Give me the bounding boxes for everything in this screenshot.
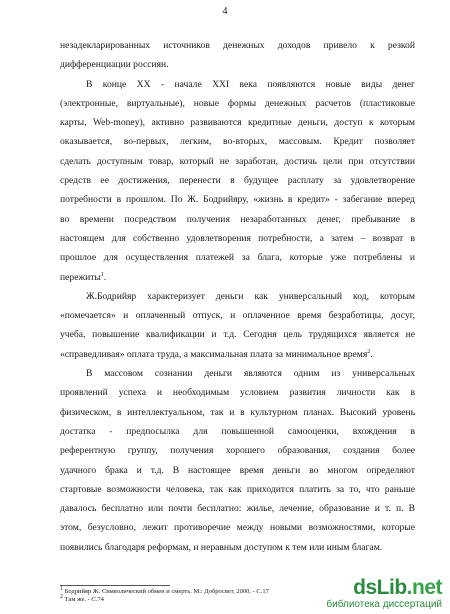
text-line	[60, 229, 415, 248]
text-line	[60, 383, 415, 402]
text-line-content: дифференциации россиян.	[60, 59, 169, 71]
text-line	[60, 306, 415, 325]
text-line-content: оказывается, во-первых, легким, во-вторых, массовым. Кредит позволяет	[60, 136, 415, 148]
text-line-content: прошлое для осуществления платежей за блага, которые уже потреблены и	[60, 252, 415, 264]
text-line	[60, 422, 415, 441]
footnote-mark: 1	[60, 585, 63, 592]
text-line-content: Ж.Бодрийяр характеризует деньги как универсальный код, которым	[86, 290, 415, 302]
watermark-logo-main: dsLib	[353, 576, 407, 599]
text-line	[60, 113, 415, 132]
text-line	[60, 55, 415, 74]
body-text	[60, 36, 415, 557]
text-line-content: пережиты	[60, 271, 101, 283]
text-line-content: сделать доступным товар, который не заработан, достичь цели при отсутствии	[60, 155, 415, 167]
text-line-content: физическом, в интеллектуальном, так и в культурном планах. Высокий уровень	[60, 406, 415, 418]
text-line-tail: .	[103, 271, 107, 283]
text-line	[60, 36, 415, 55]
text-line-content: средств ее достижения, перенести в будущее расплату за удовлетворение	[60, 175, 415, 187]
text-line	[60, 480, 415, 499]
text-line	[60, 132, 415, 151]
text-line-content: «помечается» и оплаченный отпуск, и оплаченное время безработицы, досуг,	[60, 310, 415, 322]
text-line	[60, 345, 415, 364]
watermark-logo-suffix: .net	[406, 576, 442, 599]
text-line-content: «справедливая» оплата труда, а максимальная плата за минимальное время	[60, 348, 368, 360]
text-line	[60, 94, 415, 113]
text-line-tail: .	[370, 348, 373, 360]
text-line-content: настоящем для собственно удовлетворения потребности, а затем – возврат в	[60, 232, 415, 244]
watermark-logo	[292, 577, 442, 599]
text-line	[60, 248, 415, 267]
footnote-text: Бодрийяр Ж. Символический обмен и смерть. М.: Добросвет, 2000. - С.17	[63, 588, 269, 595]
text-line	[60, 364, 415, 383]
watermark-tagline: библиотека диссертаций	[326, 599, 442, 610]
text-line	[60, 268, 415, 287]
text-line-content: появились благодаря реформам, и неравным доступом к тем или иным благам.	[60, 541, 383, 553]
text-line-content: проявлений успеха и необходимым условием развития личности как в	[60, 387, 415, 399]
text-line-content: учеба, повышение квалификации и т.д. Сегодня цель трудящихся является не	[60, 329, 415, 341]
footnote-rule	[60, 585, 170, 586]
text-line	[60, 287, 415, 306]
text-line-content: В массовом сознании деньги являются одним из универсальных	[86, 368, 415, 380]
footnote-ref: 2	[367, 348, 371, 355]
text-line-content: удачного брака и т.д. В настоящее время деньги во многом определяют	[60, 464, 415, 476]
text-line-content: В конце XX - начале XXI века появляются новые виды денег	[86, 78, 415, 90]
page-number: 4	[222, 6, 228, 17]
text-line-content: во времени посредством получения незаработанных денег, пребывание в	[60, 213, 415, 225]
text-line-content: незадекларированных источников денежных доходов привело к резкой	[60, 40, 415, 51]
footnote-mark: 2	[60, 593, 63, 600]
text-line-content: потребности в прошлом. По Ж. Бодрийяру, «жизнь в кредит» - забегание вперед	[60, 194, 415, 206]
text-line-content: давалось бесплатно или почти бесплатно: жилье, лечение, образование и т. п. В	[60, 503, 415, 515]
text-line-content: достатка - предпосылка для повышенной самооценки, вхождения в	[60, 425, 415, 437]
text-line	[60, 461, 415, 480]
text-line	[60, 325, 415, 344]
text-line	[60, 441, 415, 460]
text-line	[60, 403, 415, 422]
text-line	[60, 152, 415, 171]
text-line	[60, 75, 415, 94]
footnote-text: Там же. - С.74	[63, 596, 104, 603]
text-line	[60, 171, 415, 190]
text-line-content: этом, безусловно, лежит противоречие между новыми возможностями, которые	[60, 522, 415, 534]
text-line-content: референтную группу, получения хорошего образования, создания более	[60, 445, 415, 457]
footnote-ref: 1	[100, 271, 104, 278]
text-line-content: карты, Web-money), активно развиваются кредитные деньги, доступ к которым	[60, 117, 415, 129]
text-line-content: (электронные, виртуальные), новые формы денежных расчетов (пластиковые	[60, 97, 415, 109]
text-line-content: стартовые возможности человека, так как приходится платить за то, что раньше	[60, 483, 415, 495]
text-line	[60, 190, 415, 209]
text-line	[60, 499, 415, 518]
text-line	[60, 210, 415, 229]
watermark	[292, 577, 442, 610]
text-line	[60, 518, 415, 537]
text-line	[60, 538, 415, 557]
